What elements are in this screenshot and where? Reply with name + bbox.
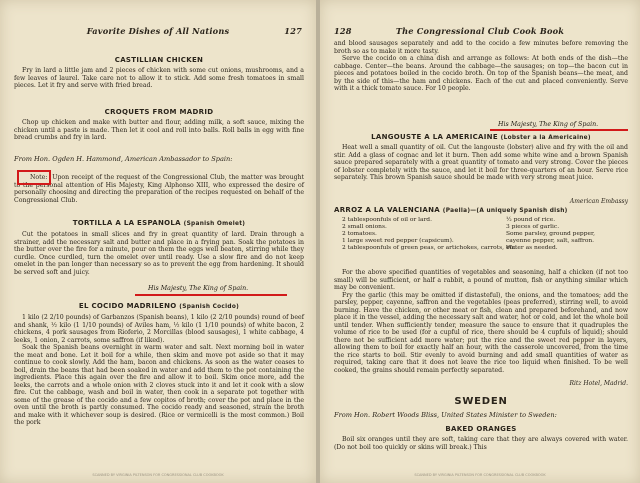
note-highlight-box	[17, 170, 51, 185]
ingredient-item: cayenne pepper, salt, saffron.	[506, 238, 595, 244]
recipe-text-baked-oranges	[334, 436, 628, 451]
paragraph: For the above specified quantities of vegetables and seasoning, half a chicken (if not too small) will be sufficient, or half a rabbit, a pound of mutton, fish or anything similar which may be convenient.	[334, 269, 628, 291]
recipe-title-arroz	[334, 206, 628, 214]
tortilla-subtitle: (Spanish Omelet)	[183, 221, 246, 227]
recipe-title-baked-oranges: BAKED ORANGES	[445, 425, 517, 433]
scan-footer: SCANNED BY VIRGINIA PILTENSON FOR CONGRESSIONAL CLUB COOKBOOK	[414, 473, 546, 477]
paragraph: and blood sausages separately and add to the cocido a few minutes before removing the broth so as to make it more tasty.	[334, 40, 628, 55]
ingredient-item: Some parsley, ground pepper,	[506, 231, 595, 237]
ingredient-item: Water as needed.	[506, 245, 558, 251]
recipe-text-castillian-chicken	[14, 67, 304, 90]
recipe-title-castillian-chicken: CASTILLIAN CHICKEN	[114, 56, 204, 64]
langouste-credit: American Embassy	[569, 198, 628, 205]
recipe-text-croquets	[14, 119, 304, 142]
ingredient-item: 2 tomatoes.	[342, 231, 377, 237]
paragraph: Soak the Spanish beans overnight in warm water and salt. Next morning boil in water the meat and bone. Let it boil for a while, then skim and move pot aside so that it may continue to cook slowly. Add the ham, bacon and chickens. As soon as the water ceases to boil, drain the beans that had been soaked in water and add them to the pot containing the ingredients. Place this again over the fire and allow it to boil. Skim once more, add the leeks, the carrots and a whole onion with 2 cloves stuck into it and let it cook with a slow fire. Cut the cabbage, wash and boil in water, then cook in a separate pot together with some of the grease of the cocido and a few copitos of broth; cover the pot and place in the oven until the broth is partly consumed. The cocido ready and seasoned, strain the broth and make with it whichever soup is desired. (Rice or vermicelli is the most common.) Boil the pork	[14, 344, 304, 426]
tortilla-credit: His Majesty, The King of Spain.	[148, 285, 249, 292]
ingredients-list-left	[342, 217, 517, 252]
ingredient-item: 2 tablespoonfuls of oil or lard.	[342, 217, 432, 223]
recipe-text-cocido	[14, 314, 304, 427]
cocido-credit: His Majesty, The King of Spain.	[498, 121, 599, 128]
page-number: 128	[334, 26, 352, 36]
paragraph: Serve the cocido on a china dish and arrange as follows: At both ends of the dish—the cabbage. Center—the beans. Around the cabbage—the sausages; on top—the bacon cut in pieces and potatoes boiled in the cocido broth. On top of the Spanish beans—the meat, and by the side of this—the ham and chickens. Each of the cut and placed conveniently. Serve with it a thick tomato sauce. For 10 people.	[334, 55, 628, 92]
paragraph	[14, 174, 304, 204]
note-paragraph	[14, 174, 304, 204]
ingredient-item: 1 large sweet red pepper (capsicum).	[342, 238, 454, 244]
recipe-title-croquets: CROQUETS FROM MADRID	[104, 108, 214, 116]
recipe-text-tortilla	[14, 231, 304, 276]
credit-underline	[490, 129, 628, 131]
tortilla-title: TORTILLA A LA ESPANOLA	[72, 219, 181, 227]
paragraph: Fry the garlic (this may be omitted if distasteful), the onions, and the tomatoes; add the parsley, pepper, cayenne, saffron and the vegetables (peas preferred), stirring well, to avoid burning. Have the chicken, or other meat or fish, clean and prepared beforehand, and now place it in the vessel, adding the necessary salt and water, hot or cold, and let the whole boil until tender. When sufficiently tender, measure the sauce to ensure that it quadruples the volume of rice to be used (for a cupful of rice, there should be 4 cupfuls of liquid); should there not be sufficient add more water; put the rice and the sweet red pepper in layers, allowing them to boil for exactly half an hour, with the casserole uncovered, from the time the rice starts to boil. Stir evenly to avoid burning and add small quantities of water as required, taking care that it does not leave the rice too liquid when finished. To be well cooked, the grains should remain perfectly separated.	[334, 291, 628, 374]
arroz-title: ARROZ A LA VALENCIANA	[334, 206, 441, 214]
paragraph: Boil six oranges until they are soft, taking care that they are always covered with water. (Do not boil too quickly or skins will break.) This	[334, 436, 628, 451]
langouste-subtitle: (Lobster a la Americaine)	[500, 135, 591, 141]
paragraph: Cut the potatoes in small slices and fry in great quantity of lard. Drain through a strainer, add the necessary salt and butter and place in a frying pan. Soak the potatoes in the butter over the fire for a minute, pour on them the eggs well beaten, stirring while they curdle. Once curdled, turn the omelet over until ready. Use a slow fire and do not keep omelet in the pan longer than necessary so as to prevent the egg from hardening. It should be served soft and juicy.	[14, 231, 304, 276]
paragraph: Chop up chicken and make with butter and flour, adding milk, a soft sauce, mixing the chicken until a paste is made. Then let it cool and roll into balls. Roll balls in egg with fine bread crumbs and fry in lard.	[14, 119, 304, 141]
ingredient-item: 3 pieces of garlic.	[506, 224, 560, 230]
cocido-title: EL COCIDO MADRILENO	[78, 302, 177, 310]
left-page	[0, 0, 316, 483]
section-title-sweden: SWEDEN	[454, 396, 508, 407]
recipe-title-tortilla	[14, 219, 304, 227]
minister-byline: From Hon. Robert Woods Bliss, United States Minister to Sweden:	[334, 411, 557, 419]
note-text: Upon receipt of the request of the Congressional Club, the matter was brought to the personal attention of His Majesty, King Alphonso XIII, who expressed the desire of personally choosing and directing the preparation of the recipes requested on behalf of the Congressional Club.	[14, 174, 305, 204]
page-number: 127	[284, 26, 302, 36]
arroz-credit: Ritz Hotel, Madrid.	[569, 380, 628, 387]
scan-footer: SCANNED BY VIRGINIA PILTENSON FOR CONGRESSIONAL CLUB COOKBOOK	[92, 473, 224, 477]
note-label: Note:	[30, 174, 48, 181]
cocido-continued-text	[334, 40, 628, 93]
paragraph: 1 kilo (2 2/10 pounds) of Garbanzos (Spanish beans), 1 kilo (2 2/10 pounds) round of beef and shank, ½ kilo (1 1/10 pounds) of Aviles ham, ½ kilo (1 1/10 pounds) of white bacon, 2 chickens, 4 pork sausages from Rioferio, 2 Morcillas (blood sausages), 1 white cabbage, 4 leeks, 1 onion, 2 carrots, some saffron (if liked).	[14, 314, 304, 344]
recipe-title-cocido	[14, 302, 304, 310]
running-title: Favorite Dishes of All Nations	[86, 26, 230, 36]
paragraph: Fry in lard a little jam and 2 pieces of chicken with some cut onions, mushrooms, and a few leaves of laurel. Take care not to allow it to stick. Add some fresh tomatoes in small pieces. Let it fry and serve with fried bread.	[14, 67, 304, 89]
ingredient-item: ½ pound of rice.	[506, 217, 556, 223]
recipe-text-arroz	[334, 269, 628, 374]
langouste-title: LANGOUSTE A LA AMERICAINE	[371, 133, 498, 141]
recipe-text-langouste	[334, 144, 628, 182]
ingredient-item: 2 small onions.	[342, 224, 387, 230]
running-title: The Congressional Club Cook Book	[395, 26, 565, 36]
ambassador-byline: From Hon. Ogden H. Hammond, American Ambassador to Spain:	[14, 155, 233, 163]
credit-underline	[135, 294, 287, 296]
paragraph: Heat well a small quantity of oil. Cut the langouste (lobster) alive and fry with the oil and stir. Add a glass of cognac and let it burn. Then add some white wine and a brown Spanish sauce prepared separately with a great quantity of tomato and very strong. Cover the pieces of lobster completely with the sauce, and let it boil for three-quarters of an hour. Serve rice separately. This brown Spanish sauce should be made with very strong meat juice.	[334, 144, 628, 181]
right-page	[320, 0, 640, 483]
arroz-subtitle: (Paella)—(A uniquely Spanish dish)	[442, 208, 568, 214]
recipe-title-langouste	[334, 133, 628, 141]
ingredient-item: 2 tablespoonfuls of green peas, or artichokes, carrots, etc.	[342, 245, 517, 251]
ingredients-list-right	[506, 217, 595, 252]
cocido-subtitle: (Spanish Cocido)	[179, 304, 240, 310]
